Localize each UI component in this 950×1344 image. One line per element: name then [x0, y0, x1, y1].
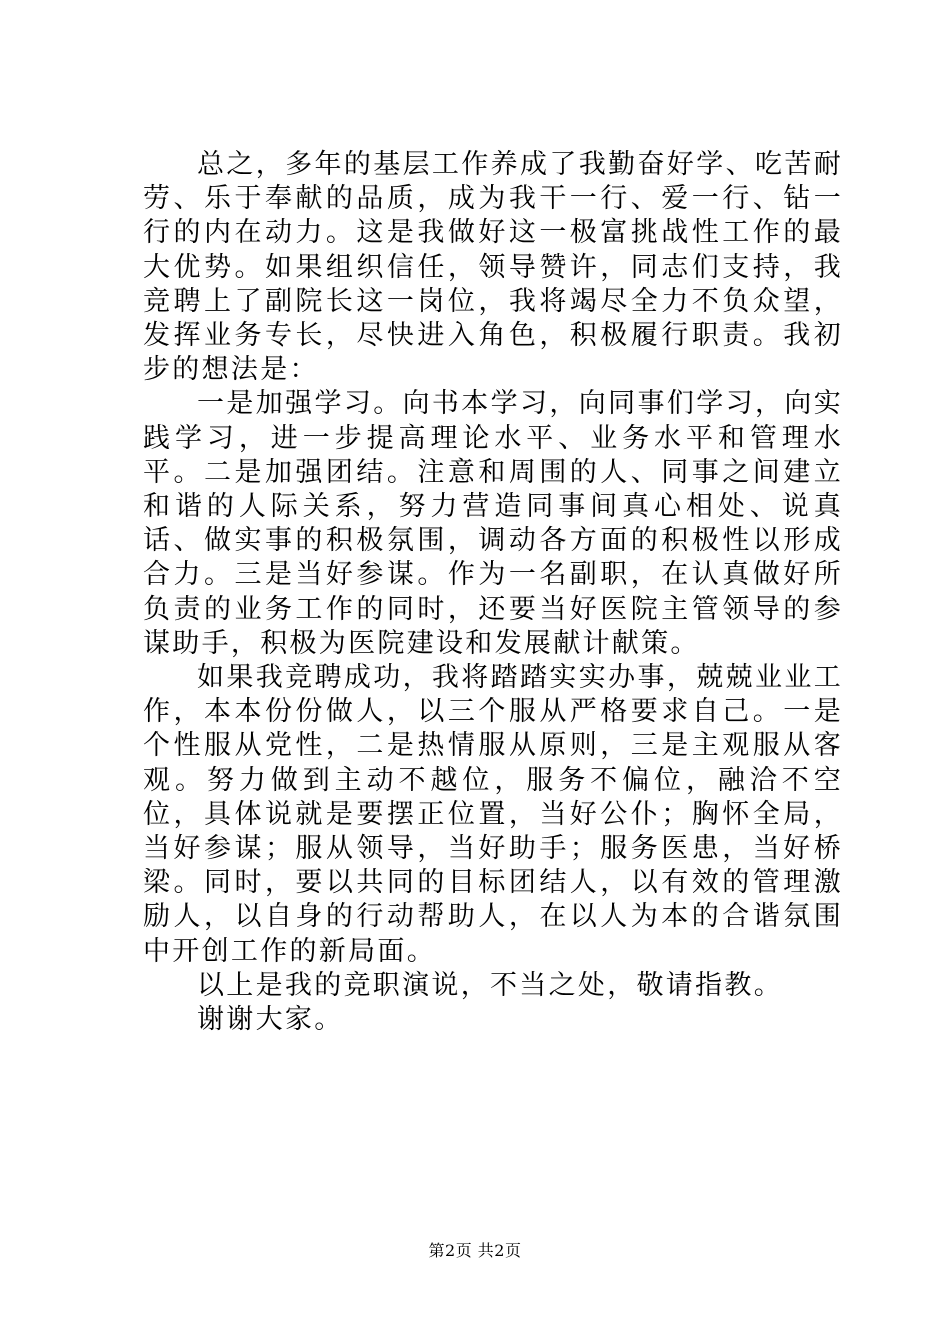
paragraph-closing: 以上是我的竞职演说，不当之处，敬请指教。	[197, 969, 783, 1001]
document-body	[143, 148, 843, 1037]
paragraph-plan: 一是加强学习。向书本学习，向同事们学习，向实践学习，进一步提高理论水平、业务水平和管理水平。二是加强团结。注意和周围的人、同事之间建立和谐的人际关系，努力营造同事间真心相处、说真话、做实事的积极氛围，调动各方面的积极性以形成合力。三是当好参谋。作为一名副职，在认真做好所负责的业务工作的同时，还要当好医院主管领导的参谋助手，积极为医院建设和发展献计献策。	[143, 388, 843, 659]
paragraph-commitment: 如果我竞聘成功，我将踏踏实实办事，兢兢业业工作，本本份份做人，以三个服从严格要求自己。一是个性服从党性，二是热情服从原则，三是主观服从客观。努力做到主动不越位，服务不偏位，融洽不空位，具体说就是要摆正位置，当好公仆；胸怀全局，当好参谋；服从领导，当好助手；服务医患，当好桥梁。同时，要以共同的目标团结人，以有效的管理激励人，以自身的行动帮助人，在以人为本的合谐氛围中开创工作的新局面。	[143, 662, 843, 967]
paragraph-summary: 总之，多年的基层工作养成了我勤奋好学、吃苦耐劳、乐于奉献的品质，成为我干一行、爱一行、钻一行的内在动力。这是我做好这一极富挑战性工作的最大优势。如果组织信任，领导赞许，同志们支持，我竞聘上了副院长这一岗位，我将竭尽全力不负众望，发挥业务专长，尽快进入角色，积极履行职责。我初步的想法是：	[143, 149, 843, 386]
paragraph-thanks: 谢谢大家。	[197, 1004, 344, 1036]
page-number-footer: 第2页 共2页	[428, 1241, 522, 1260]
